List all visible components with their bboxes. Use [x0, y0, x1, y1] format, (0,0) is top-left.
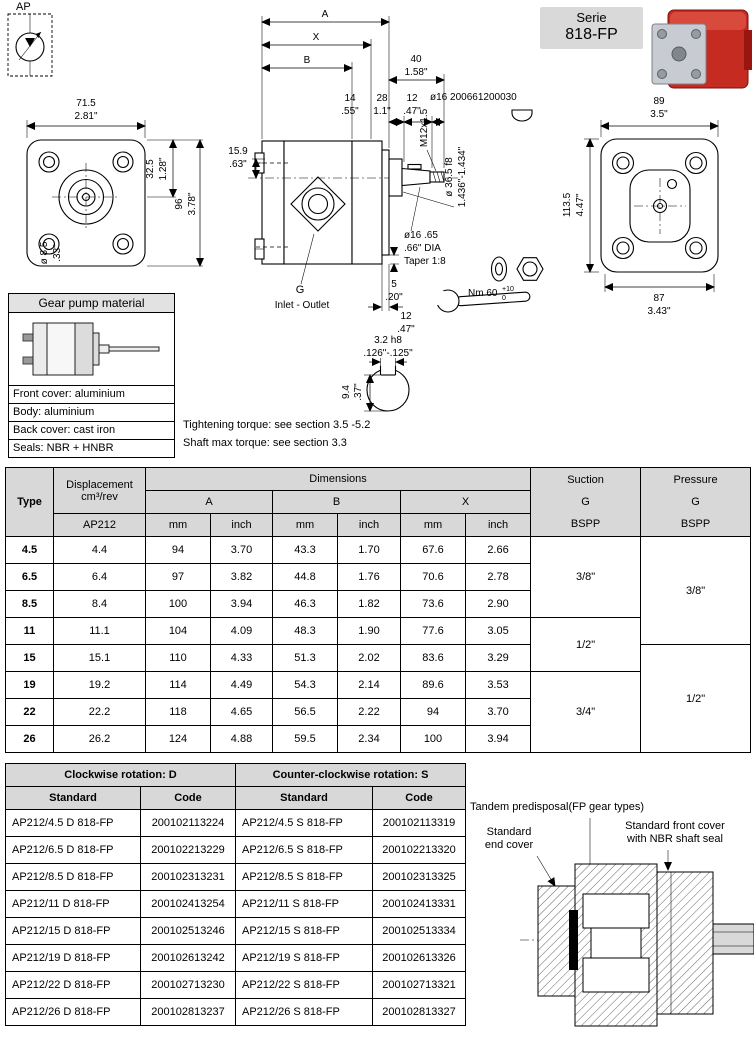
sv-len12-in: .47" [403, 106, 421, 117]
ccw-code: 200102513334 [373, 918, 466, 945]
cell-b-mm: 46.3 [273, 591, 338, 618]
ordering-codes-table [5, 763, 466, 1026]
cell-type: 8.5 [6, 591, 54, 618]
cw-code: 200102813237 [141, 999, 236, 1026]
cell-x-in: 3.70 [466, 699, 531, 726]
ccw-standard: AP212/11 S 818-FP [236, 891, 373, 918]
cell-pressure-group: 3/8" [641, 537, 751, 645]
cell-x-in: 2.90 [466, 591, 531, 618]
dim-header-x-inch: inch [466, 514, 531, 537]
cell-x-mm: 94 [401, 699, 466, 726]
dim-header-type: Type [6, 468, 54, 537]
ccw-code: 200102413331 [373, 891, 466, 918]
dim-row [6, 618, 751, 645]
cell-suction-group: 3/8" [531, 537, 641, 618]
cell-b-in: 2.22 [338, 699, 401, 726]
cw-code: 200102413254 [141, 891, 236, 918]
cell-type: 11 [6, 618, 54, 645]
sv-len14-mm: 14 [344, 93, 356, 104]
cell-a-in: 4.65 [211, 699, 273, 726]
material-box-title: Gear pump material [9, 294, 174, 313]
material-seals: Seals: NBR + HNBR [9, 439, 174, 457]
sv-torque: Nm 60 [468, 288, 498, 299]
ccw-standard: AP212/6.5 S 818-FP [236, 837, 373, 864]
ccw-code: 200102113319 [373, 810, 466, 837]
cell-b-mm: 59.5 [273, 726, 338, 753]
sv-key-h-mm: 9.4 [341, 385, 352, 399]
cell-x-mm: 73.6 [401, 591, 466, 618]
cw-code: 200102713230 [141, 972, 236, 999]
order-row [6, 918, 466, 945]
ccw-code-header: Code [373, 787, 466, 810]
cell-a-mm: 97 [146, 564, 211, 591]
cell-x-in: 3.05 [466, 618, 531, 645]
bv-height-in: 4.47" [575, 193, 586, 217]
ccw-standard-header: Standard [236, 787, 373, 810]
sv-taper: Taper 1:8 [404, 256, 446, 267]
fv-height-mm: 96 [174, 198, 185, 210]
cell-b-mm: 54.3 [273, 672, 338, 699]
cell-b-in: 1.76 [338, 564, 401, 591]
cell-pressure-group: 1/2" [641, 645, 751, 753]
order-row [6, 999, 466, 1026]
cell-a-in: 4.33 [211, 645, 273, 672]
order-row [6, 864, 466, 891]
dim-header-suction [531, 468, 641, 537]
sv-spigot-mm: ø 36.5 f8 [444, 157, 455, 197]
material-box [8, 293, 175, 458]
sv-spigot-in: 1.436"-1.434" [457, 146, 468, 208]
cell-b-in: 1.90 [338, 618, 401, 645]
suction-label: Suction [567, 474, 604, 486]
cw-code: 200102613242 [141, 945, 236, 972]
tandem-predisposal-label: Tandem predisposal(FP gear types) [470, 801, 645, 813]
cell-disp: 15.1 [54, 645, 146, 672]
cw-code: 200102513246 [141, 918, 236, 945]
sv-dim-a: A [321, 9, 329, 20]
sv-len12-mm: 12 [406, 93, 418, 104]
dimensions-table [5, 467, 751, 753]
cell-a-mm: 114 [146, 672, 211, 699]
front-view-drawing [27, 98, 203, 266]
sv-h-in: .63" [229, 159, 247, 170]
cell-a-in: 3.94 [211, 591, 273, 618]
sv-step-mm: 5 [391, 279, 397, 290]
cell-b-in: 2.34 [338, 726, 401, 753]
cell-a-in: 3.82 [211, 564, 273, 591]
back-view-drawing [562, 96, 718, 317]
product-photo [652, 10, 752, 88]
serie-badge [540, 7, 643, 49]
sv-shaft-mm: ø16 .65 [404, 230, 438, 241]
sv-dim-b: B [303, 55, 311, 66]
note-shaft-torque: Shaft max torque: see section 3.3 [183, 437, 347, 449]
cell-a-in: 4.49 [211, 672, 273, 699]
dim-header-dimensions: Dimensions [146, 468, 531, 491]
cell-b-mm: 56.5 [273, 699, 338, 726]
suction-g-label: G [581, 496, 590, 508]
cell-a-mm: 100 [146, 591, 211, 618]
dim-header-b-inch: inch [338, 514, 401, 537]
dim-header-displacement [54, 468, 146, 514]
note-tightening-torque: Tightening torque: see section 3.5 -5.2 [183, 419, 371, 431]
cell-b-mm: 51.3 [273, 645, 338, 672]
sv-key-code: ø16 200661200030 [430, 92, 517, 103]
bv-width-in: 3.5" [650, 109, 668, 120]
cell-x-in: 3.94 [466, 726, 531, 753]
cell-disp: 19.2 [54, 672, 146, 699]
sv-port-label: G [295, 284, 305, 296]
cw-standard: AP212/15 D 818-FP [6, 918, 141, 945]
cw-standard: AP212/8.5 D 818-FP [6, 864, 141, 891]
order-row [6, 837, 466, 864]
cell-type: 15 [6, 645, 54, 672]
counter-clockwise-header: Counter-clockwise rotation: S [236, 764, 466, 787]
ccw-standard: AP212/4.5 S 818-FP [236, 810, 373, 837]
cell-x-mm: 67.6 [401, 537, 466, 564]
fv-width-in: 2.81" [74, 111, 98, 122]
cell-type: 4.5 [6, 537, 54, 564]
bv-width-mm: 89 [653, 96, 665, 107]
fv-pitch-in: 1.28" [158, 157, 169, 181]
sv-shaft-in: .66" DIA [404, 243, 441, 254]
cell-type: 19 [6, 672, 54, 699]
fv-height-in: 3.78" [187, 192, 198, 216]
serie-value: 818-FP [565, 26, 618, 43]
order-header-row-2 [6, 787, 466, 810]
ccw-code: 200102813327 [373, 999, 466, 1026]
ccw-standard: AP212/8.5 S 818-FP [236, 864, 373, 891]
front-cover-label: Standard front cover with NBR shaft seal [625, 820, 725, 845]
ccw-standard: AP212/19 S 818-FP [236, 945, 373, 972]
cell-a-mm: 124 [146, 726, 211, 753]
order-row [6, 972, 466, 999]
material-body: Body: aluminium [9, 403, 174, 421]
cell-disp: 26.2 [54, 726, 146, 753]
sv-len28-in: 1.1" [373, 106, 391, 117]
bv-bottom-mm: 87 [653, 293, 665, 304]
ccw-standard: AP212/15 S 818-FP [236, 918, 373, 945]
cell-x-mm: 89.6 [401, 672, 466, 699]
dim-header-b-mm: mm [273, 514, 338, 537]
end-cover-label: Standard end cover [484, 826, 534, 851]
ccw-code: 200102213320 [373, 837, 466, 864]
cell-disp: 11.1 [54, 618, 146, 645]
cell-suction-group: 3/4" [531, 672, 641, 753]
order-row [6, 810, 466, 837]
material-front-cover: Front cover: aluminium [9, 385, 174, 403]
dim-row [6, 537, 751, 564]
cell-x-mm: 70.6 [401, 564, 466, 591]
cw-standard-header: Standard [6, 787, 141, 810]
sv-thread: M12x1.5 [419, 108, 430, 148]
cw-code: 200102313231 [141, 864, 236, 891]
material-pump-sketch [9, 313, 174, 385]
cw-code: 200102213229 [141, 837, 236, 864]
cell-a-in: 4.88 [211, 726, 273, 753]
cell-a-mm: 94 [146, 537, 211, 564]
cell-b-in: 1.82 [338, 591, 401, 618]
cell-a-mm: 104 [146, 618, 211, 645]
cell-type: 6.5 [6, 564, 54, 591]
ccw-standard: AP212/26 S 818-FP [236, 999, 373, 1026]
ccw-code: 200102713321 [373, 972, 466, 999]
cell-b-in: 2.02 [338, 645, 401, 672]
order-row [6, 891, 466, 918]
dim-header-row-1 [6, 468, 751, 491]
cw-standard: AP212/4.5 D 818-FP [6, 810, 141, 837]
order-row [6, 945, 466, 972]
pressure-g-label: G [691, 496, 700, 508]
dim-row [6, 672, 751, 699]
sv-torque-sup: +10 [502, 286, 514, 293]
sv-len14-in: .55" [341, 106, 359, 117]
cell-x-in: 2.66 [466, 537, 531, 564]
ccw-code: 200102313325 [373, 864, 466, 891]
displacement-line1: Displacement [66, 478, 133, 491]
cw-standard: AP212/19 D 818-FP [6, 945, 141, 972]
dim-header-a-inch: inch [211, 514, 273, 537]
cell-b-mm: 48.3 [273, 618, 338, 645]
cw-code-header: Code [141, 787, 236, 810]
clockwise-header: Clockwise rotation: D [6, 764, 236, 787]
cw-standard: AP212/6.5 D 818-FP [6, 837, 141, 864]
cell-x-in: 2.78 [466, 564, 531, 591]
sv-key-w-in: .126"-.125" [363, 348, 413, 359]
sv-len28-mm: 28 [376, 93, 388, 104]
cw-code: 200102113224 [141, 810, 236, 837]
sv-dim-x: X [312, 32, 320, 43]
sv-cover-in: .47" [397, 324, 415, 335]
dim-header-a: A [146, 491, 273, 514]
side-view-drawing [228, 9, 543, 411]
fv-pitch-mm: 32.5 [145, 159, 156, 179]
sv-torque-sub: 0 [502, 295, 506, 302]
sv-h-mm: 15.9 [228, 146, 248, 157]
cell-a-mm: 118 [146, 699, 211, 726]
cell-b-mm: 44.8 [273, 564, 338, 591]
dim-header-ap212: AP212 [54, 514, 146, 537]
dim-header-b: B [273, 491, 401, 514]
cell-b-mm: 43.3 [273, 537, 338, 564]
cell-disp: 22.2 [54, 699, 146, 726]
cw-standard: AP212/26 D 818-FP [6, 999, 141, 1026]
fv-hole-in: .33" [52, 244, 63, 262]
bv-bottom-in: 3.43" [647, 306, 671, 317]
ap-label: AP [16, 1, 31, 13]
dim-header-pressure [641, 468, 751, 537]
dim-header-a-mm: mm [146, 514, 211, 537]
cell-x-in: 3.53 [466, 672, 531, 699]
material-back-cover: Back cover: cast iron [9, 421, 174, 439]
sv-len40-mm: 40 [410, 54, 422, 65]
cell-x-mm: 77.6 [401, 618, 466, 645]
serie-label: Serie [576, 10, 607, 25]
dim-header-x: X [401, 491, 531, 514]
cw-standard: AP212/22 D 818-FP [6, 972, 141, 999]
cell-a-mm: 110 [146, 645, 211, 672]
sv-cover-mm: 12 [400, 311, 412, 322]
cell-a-in: 4.09 [211, 618, 273, 645]
cell-x-mm: 100 [401, 726, 466, 753]
ccw-code: 200102613326 [373, 945, 466, 972]
ccw-standard: AP212/22 S 818-FP [236, 972, 373, 999]
suction-bspp-label: BSPP [570, 518, 601, 530]
order-header-row-1 [6, 764, 466, 787]
displacement-line2: cm³/rev [81, 490, 118, 503]
sv-port-caption: Inlet - Outlet [274, 300, 330, 311]
cell-disp: 8.4 [54, 591, 146, 618]
sv-step-in: .20" [385, 292, 403, 303]
cell-type: 26 [6, 726, 54, 753]
cell-disp: 6.4 [54, 564, 146, 591]
bv-height-mm: 113.5 [562, 192, 573, 218]
sv-key-h-in: .37" [353, 383, 364, 401]
fv-hole-mm: ø 8.5 [39, 241, 50, 265]
cell-b-in: 2.14 [338, 672, 401, 699]
fv-width-mm: 71.5 [76, 98, 96, 109]
cell-a-in: 3.70 [211, 537, 273, 564]
cell-suction-group: 1/2" [531, 618, 641, 672]
cell-b-in: 1.70 [338, 537, 401, 564]
sv-len40-in: 1.58" [404, 67, 428, 78]
cell-x-in: 3.29 [466, 645, 531, 672]
cell-x-mm: 83.6 [401, 645, 466, 672]
dim-header-x-mm: mm [401, 514, 466, 537]
cell-type: 22 [6, 699, 54, 726]
pressure-bspp-label: BSPP [680, 518, 711, 530]
pump-schematic-symbol [8, 1, 52, 76]
sv-key-w-mm: 3.2 h8 [374, 335, 402, 346]
cw-standard: AP212/11 D 818-FP [6, 891, 141, 918]
pressure-label: Pressure [673, 474, 718, 486]
cell-disp: 4.4 [54, 537, 146, 564]
